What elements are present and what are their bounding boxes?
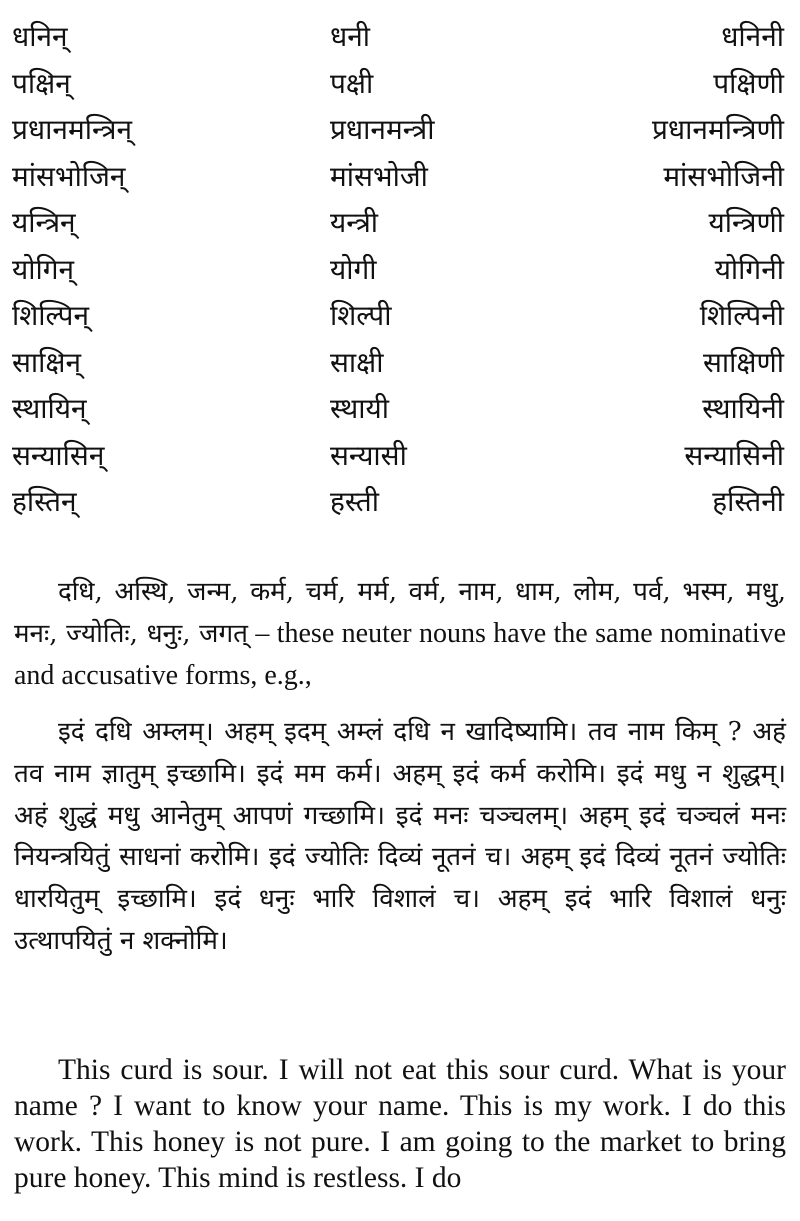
table-row xyxy=(0,200,800,247)
masculine-form: यन्त्री xyxy=(330,206,379,239)
table-row xyxy=(0,386,800,433)
table-row xyxy=(0,61,800,108)
table-row xyxy=(0,247,800,294)
feminine-form: साक्षिणी xyxy=(702,345,784,379)
table-row xyxy=(0,340,800,387)
masculine-form: शिल्पी xyxy=(330,299,392,332)
sanskrit-example-paragraph: इदं दधि अम्लम्। अहम् इदम् अम्लं दधि न खादिष्यामि। तव नाम किम् ? अहं तव नाम ज्ञातुम् इच्छामि। इदं मम कर्म। अहम् इदं कर्म करोमि। इदं मधु न शुद्धम्। अहं शुद्धं मधु आनेतुम् आपणं गच्छामि। इदं मनः चञ्चलम्। अहम् इदं चञ्चलं मनः नियन्त्रयितुं साधनां करोमि। इदं ज्योतिः दिव्यं नूतनं च। अहम् इदं दिव्यं नूतनं ज्योतिः धारयितुम् इच्छामि। इदं धनुः भारि विशालं च। अहम् इदं भारि विशालं धनुः उत्थापयितुं न शक्नोमि। xyxy=(14,717,786,956)
stem-form: प्रधानमन्त्रिन् xyxy=(12,113,133,146)
stem-form: धनिन् xyxy=(12,20,68,53)
neuter-nouns-note xyxy=(14,572,786,697)
stem-form: यन्त्रिन् xyxy=(12,206,76,239)
masculine-form: साक्षी xyxy=(330,345,384,379)
masculine-form: योगी xyxy=(330,252,377,286)
english-translation-paragraph: This curd is sour. I will not eat this sour curd. What is your name ? I want to know your name. This is my work. I do this work. This honey is not pure. I am going to the market to bring pure honey. This mind is restless. I do xyxy=(14,1054,786,1194)
neuter-noun-list: दधि, अस्थि, जन्म, कर्म, चर्म, मर्म, वर्म, नाम, धाम, लोम, पर्व, भस्म, मधु, मनः, ज्योतिः, धनुः, जगत् xyxy=(14,577,786,649)
feminine-form: हस्तिनी xyxy=(712,485,784,518)
stem-form: स्थायिन् xyxy=(12,392,87,425)
feminine-form: प्रधानमन्त्रिणी xyxy=(652,113,784,146)
table-row xyxy=(0,14,800,61)
masculine-form: स्थायी xyxy=(330,392,389,425)
masculine-form: मांसभोजी xyxy=(330,159,428,193)
stem-form: हस्तिन् xyxy=(12,485,77,518)
stem-form: साक्षिन् xyxy=(12,345,82,379)
table-row xyxy=(0,479,800,526)
word-forms-table xyxy=(0,14,800,526)
feminine-form: सन्यासिनी xyxy=(684,438,784,472)
feminine-form: मांसभोजिनी xyxy=(663,159,784,193)
feminine-form: योगिनी xyxy=(714,252,784,286)
stem-form: योगिन् xyxy=(12,252,75,286)
masculine-form: धनी xyxy=(330,20,371,53)
table-row xyxy=(0,107,800,154)
table-row xyxy=(0,433,800,480)
stem-form: पक्षिन् xyxy=(12,66,71,100)
note-explanation: these neuter nouns have the same nominative and accusative forms, e.g., xyxy=(14,618,787,691)
feminine-form: यन्त्रिणी xyxy=(708,206,784,239)
feminine-form: शिल्पिनी xyxy=(699,299,784,332)
feminine-form: धनिनी xyxy=(721,20,784,53)
masculine-form: पक्षी xyxy=(330,66,374,100)
table-row xyxy=(0,293,800,340)
feminine-form: पक्षिणी xyxy=(713,66,784,100)
stem-form: मांसभोजिन् xyxy=(12,159,126,193)
stem-form: सन्यासिन् xyxy=(12,438,105,472)
note-dash: – xyxy=(247,618,277,649)
masculine-form: हस्ती xyxy=(330,485,379,518)
stem-form: शिल्पिन् xyxy=(12,299,90,332)
masculine-form: प्रधानमन्त्री xyxy=(330,113,435,146)
table-row xyxy=(0,154,800,201)
masculine-form: सन्यासी xyxy=(330,438,407,472)
feminine-form: स्थायिनी xyxy=(702,392,784,425)
